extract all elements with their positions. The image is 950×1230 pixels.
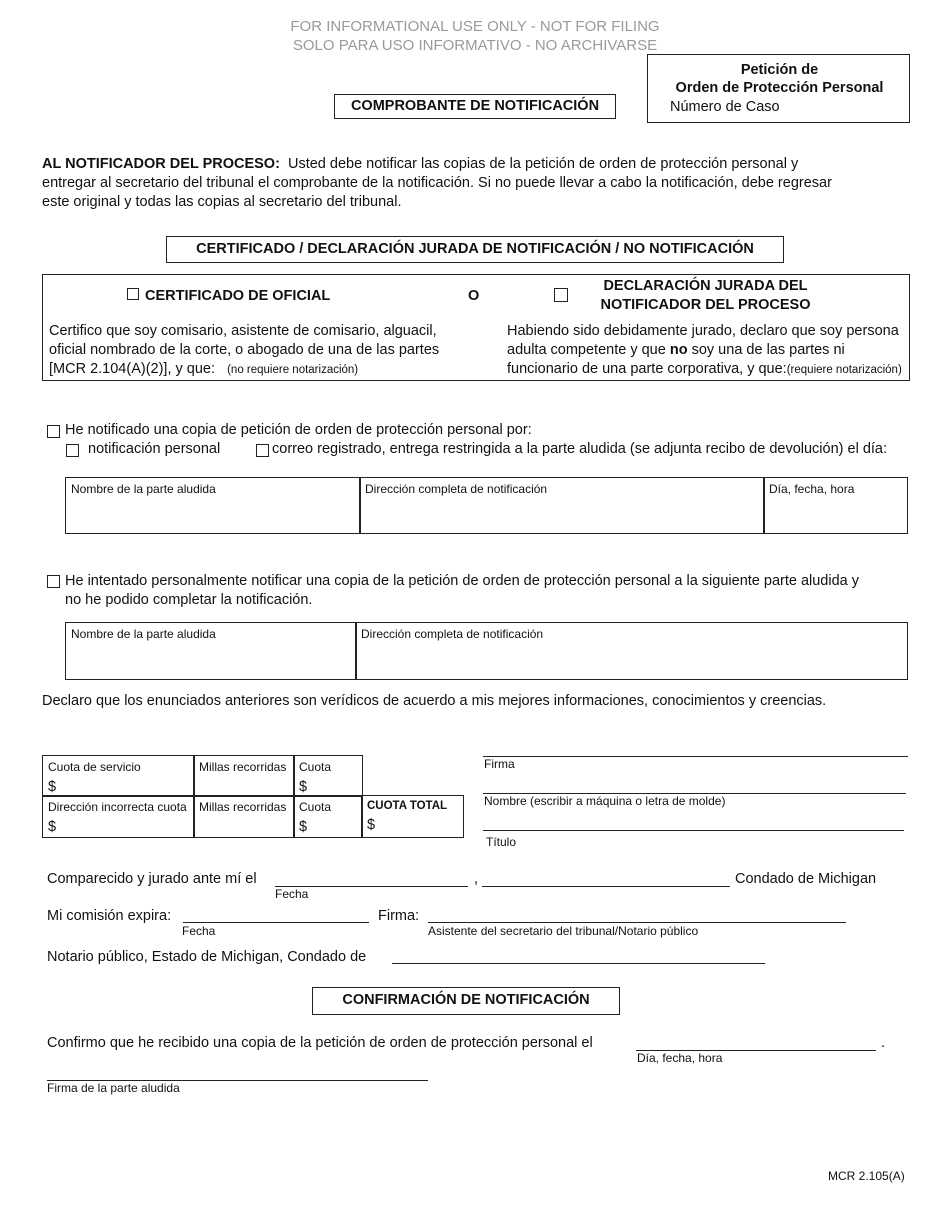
signature-label: Firma (484, 757, 515, 771)
total-fee-dollar: $ (367, 817, 376, 833)
commission-text: Mi comisión expira: (47, 908, 172, 924)
not-served-address-field[interactable] (355, 622, 908, 680)
mileage-fee-field[interactable] (293, 755, 363, 797)
served-name-field[interactable] (65, 477, 361, 534)
wrong-address-fee-field[interactable] (42, 795, 195, 838)
affidavit-text-2b: no (669, 342, 688, 358)
notary-county-line[interactable] (392, 963, 765, 964)
mileage-fee-label: Cuota (299, 760, 332, 774)
confirmation-title: CONFIRMACIÓN DE NOTIFICACIÓN (312, 987, 620, 1015)
instructions-text-3: este original y todas las copias al secretario del tribunal. (42, 194, 402, 210)
certificate-section-title: CERTIFICADO / DECLARACIÓN JURADA DE NOTIFICACIÓN / NO NOTIFICACIÓN (166, 236, 784, 263)
wrong-address-fee-dollar: $ (48, 819, 57, 835)
miles-label: Millas recorridas (199, 760, 287, 774)
declaration-text: Declaro que los enunciados anteriores son verídicos de acuerdo a mis mejores informaciones, conocimientos y creencias. (42, 693, 827, 709)
petition-title-line-1: Petición de (740, 62, 819, 78)
commission-date-line[interactable] (183, 922, 369, 923)
confirmation-text: Confirmo que he recibido una copia de la petición de orden de protección personal el (47, 1035, 593, 1051)
served-checkbox[interactable] (47, 425, 60, 438)
officer-text-3: [MCR 2.104(A)(2)], y que: (49, 361, 215, 377)
personal-service-label: notificación personal (88, 441, 221, 457)
instructions-lead: AL NOTIFICADOR DEL PROCESO: (42, 156, 280, 172)
certificate-box (42, 274, 910, 381)
form-code: MCR 2.105(A) (828, 1169, 905, 1183)
affidavit-text-2c: soy una de las partes ni (691, 342, 845, 358)
mileage-fee-dollar: $ (299, 779, 308, 795)
not-served-text-2: no he podido completar la notificación. (65, 592, 313, 608)
not-served-checkbox[interactable] (47, 575, 60, 588)
watermark-line-2: SOLO PARA USO INFORMATIVO - NO ARCHIVARSE (292, 37, 658, 54)
not-served-text-1: He intentado personalmente notificar una copia de la petición de orden de protección personal a la siguiente parte aludida y (65, 573, 860, 589)
not-served-address-label: Dirección completa de notificación (361, 627, 544, 641)
officer-note: (no requiere notarización) (227, 364, 359, 376)
affidavit-text (507, 322, 907, 380)
miles-field[interactable] (193, 755, 295, 797)
served-date-label: Día, fecha, hora (769, 482, 855, 496)
officer-certificate-label: CERTIFICADO DE OFICIAL (145, 288, 331, 304)
affidavit-text-3: funcionario de una parte corporativa, y que: (507, 361, 787, 377)
total-fee-label: CUOTA TOTAL (367, 800, 448, 812)
service-fee-label: Cuota de servicio (48, 760, 141, 774)
fee-2-label: Cuota (299, 800, 332, 814)
registered-mail-label: correo registrado, entrega restringida a la parte aludida (se adjunta recibo de devolución) el día: (272, 441, 888, 457)
registered-mail-checkbox[interactable] (256, 444, 269, 457)
affidavit-text-2a: adulta competente y que (507, 342, 666, 358)
officer-certificate-checkbox[interactable] (127, 288, 139, 300)
miles-2-field[interactable] (193, 795, 295, 838)
not-served-name-label: Nombre de la parte aludida (71, 627, 216, 641)
instructions-text-1: Usted debe notificar las copias de la petición de orden de protección personal y (287, 156, 799, 172)
served-address-field[interactable] (359, 477, 765, 534)
not-served-text (65, 572, 925, 610)
served-party-signature-label: Firma de la parte aludida (47, 1081, 180, 1095)
total-fee-field[interactable] (361, 795, 464, 838)
officer-certificate-text (49, 322, 469, 380)
or-label: O (468, 288, 480, 304)
affidavit-label-line-1: DECLARACIÓN JURADA DEL (603, 278, 808, 294)
watermark-line-1: FOR INFORMATIONAL USE ONLY - NOT FOR FILING (290, 18, 660, 35)
not-served-name-field[interactable] (65, 622, 357, 680)
confirmation-date-label: Día, fecha, hora (637, 1051, 723, 1065)
sworn-date-label: Fecha (275, 887, 309, 901)
notary-county-text: Notario público, Estado de Michigan, Condado de (47, 949, 367, 965)
served-name-label: Nombre de la parte aludida (71, 482, 216, 496)
notary-signature-text: Firma: (378, 908, 420, 924)
served-text: He notificado una copia de petición de orden de protección personal por: (65, 422, 532, 438)
process-server-instructions (42, 155, 922, 212)
sworn-comma: , (474, 871, 479, 887)
confirmation-period: . (881, 1035, 886, 1051)
signature-line[interactable] (483, 756, 908, 757)
fee-2-field[interactable] (293, 795, 363, 838)
affidavit-label-line-2: NOTIFICADOR DEL PROCESO (600, 297, 811, 313)
county-line[interactable] (482, 886, 730, 887)
officer-text-2: oficial nombrado de la corte, o abogado de una de las partes (49, 342, 440, 358)
county-michigan-label: Condado de Michigan (735, 871, 877, 887)
notary-signature-line[interactable] (428, 922, 846, 923)
served-date-field[interactable] (763, 477, 908, 534)
wrong-address-fee-label: Dirección incorrecta cuota (48, 800, 187, 814)
affidavit-text-1: Habiendo sido debidamente jurado, declaro que soy persona (507, 323, 899, 339)
title-line[interactable] (483, 830, 904, 831)
clerk-label: Asistente del secretario del tribunal/Notario público (428, 924, 699, 938)
served-address-label: Dirección completa de notificación (365, 482, 548, 496)
sworn-text: Comparecido y jurado ante mí el (47, 871, 257, 887)
personal-service-checkbox[interactable] (66, 444, 79, 457)
affidavit-checkbox[interactable] (554, 288, 568, 302)
commission-date-label: Fecha (182, 924, 216, 938)
title-label: Título (486, 835, 517, 849)
service-fee-field[interactable] (42, 755, 195, 797)
instructions-text-2: entregar al secretario del tribunal el comprobante de la notificación. Si no puede llevar a cabo la notificación, debe regresar (42, 175, 832, 191)
miles-2-label: Millas recorridas (199, 800, 287, 814)
officer-text-1: Certifico que soy comisario, asistente de comisario, alguacil, (49, 323, 437, 339)
case-info-box (647, 54, 910, 123)
name-label: Nombre (escribir a máquina o letra de molde) (484, 794, 726, 808)
case-number-label: Número de Caso (670, 99, 780, 115)
fee-2-dollar: $ (299, 819, 308, 835)
affidavit-note: (requiere notarización) (786, 364, 902, 376)
service-fee-dollar: $ (48, 779, 57, 795)
proof-of-service-title: COMPROBANTE DE NOTIFICACIÓN (334, 94, 616, 119)
petition-title-line-2: Orden de Protección Personal (675, 80, 884, 96)
